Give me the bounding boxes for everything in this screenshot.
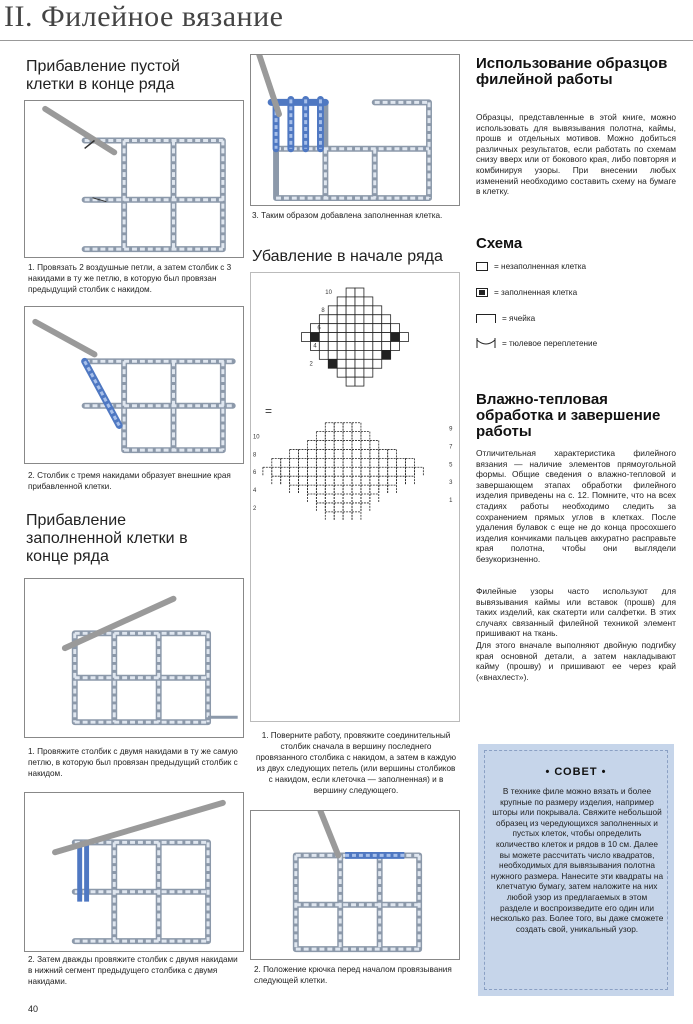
mesh-chart-cell [406,458,415,467]
mesh-chart-cell [325,441,334,450]
mesh-chart-cell [316,476,325,485]
chart-cell-empty [302,333,311,342]
chart-cell-empty [346,315,355,324]
mesh-chart-cell [370,476,379,485]
mesh-chart-cell [325,423,334,432]
mesh-chart-row-label: 6 [252,470,257,477]
mesh-chart-cell [352,476,361,485]
chart-cell-empty [364,368,373,377]
mesh-chart-cell [316,432,325,441]
chart-cell-empty [355,315,364,324]
chart-cell-empty [373,333,382,342]
chart-cell-filled [391,333,400,342]
chart-cell-empty [373,306,382,315]
mesh-chart-cell [334,485,343,494]
chart-cell-empty [328,341,337,350]
mesh-chart-cell [334,423,343,432]
chart-cell-empty [337,306,346,315]
text-finishing-1: Отличительная характеристика филейного вязания — наличие элементов прямоугольной формы. Общие сведения о влажно-тепловой и завершающем этапах обработки филейного изделия приведены на с. 12. Помните, что на всех стадиях работы необходимо следить за сохранением прямых углов в клетках. После удаления булавок с еще не до конца просохшего изделия кончиками пальцев аккуратно расправьте края полотна, чтобы они выглядели безукоризненно. [476,448,676,564]
chart-cell-empty [355,341,364,350]
chart-cell-empty [346,377,355,386]
chart-cell-empty [364,359,373,368]
crochet-illustration [251,55,459,205]
mesh-chart-row-label: 1 [449,497,453,504]
mesh-chart-cell [299,476,308,485]
empty-cell-icon [476,262,488,271]
chart-cell-empty [328,324,337,333]
chart-cell-empty [337,333,346,342]
mesh-chart-cell [361,494,370,503]
chart-cell-empty [346,306,355,315]
chart-cell-empty [373,315,382,324]
chart-cell-empty [328,315,337,324]
mesh-chart-cell [299,458,308,467]
mesh-chart-cell [406,476,415,485]
text-finishing-2: Филейные узоры часто используют для вывязывания каймы или вставок (прошв) для таких изделий, как скатерти или салфетки. В этих случаях связанный филейной техникой элемент пришивают на ткань. [476,586,676,639]
chart-cell-empty [355,324,364,333]
chart-cell-empty [346,368,355,377]
lacet-icon [476,338,496,348]
figure-decrease-2 [250,810,460,960]
legend-empty-label: = незаполненная клетка [494,262,587,271]
mesh-chart-cell [361,485,370,494]
chart-cell-empty [364,324,373,333]
chart-cell-empty [346,288,355,297]
mesh-chart-cell [397,476,406,485]
tip-text: В технике филе можно вязать и более крупные по размеру изделия, например шторы или покрывала. Свяжите небольшой образец из чередующихся заполненных и пустых клеток, чтобы определить количество клеток и рядов в 10 см. Далее вы можете рассчитать число квадратов, необходимых для вывязывания полотна нужного размера. Нанесите эти квадраты на клетчатую бумагу, затем наложите на них любой узор из предлагаемых в этом разделе и воспроизведите его один или несколько раз. Более того, вы даже сможете создать свой, уникальный узор. [490,786,664,934]
mesh-chart-cell [316,441,325,450]
mesh-chart-cell [316,503,325,512]
mesh-chart-cell [388,485,397,494]
mesh-chart-cell [352,503,361,512]
mesh-chart-cell [370,494,379,503]
chart-cell-empty [364,297,373,306]
chart-cell-empty [364,350,373,359]
caption-decrease-2: 2. Положение крючка перед началом провязывания следующей клетки. [254,965,452,985]
figure-add-empty-2 [24,306,244,464]
mesh-chart-cell [325,512,334,521]
mesh-chart-cell [379,449,388,458]
mesh-chart-cell [370,449,379,458]
chart-cell-empty [355,368,364,377]
mesh-chart-cell [379,467,388,476]
mesh-chart-row-label: 10 [252,434,260,441]
mesh-chart-cell [361,467,370,476]
chart-cell-empty [337,297,346,306]
chart-cell-empty [391,324,400,333]
mesh-chart-row-label: 5 [449,462,453,469]
mesh-chart-cell [334,512,343,521]
decrease-chart-svg [251,273,459,721]
chart-row-label: 2 [309,361,313,368]
title-divider [0,40,693,41]
caption-add-empty-1: 1. Провязать 2 воздушные петли, а затем столбик с 3 накидами в ту же петлю, в которую был провязан предыдущий столбик с накидом. [28,263,232,294]
mesh-chart-cell [352,441,361,450]
mesh-chart-cell [272,458,281,467]
mesh-chart-cell [307,449,316,458]
page-number: 40 [28,1004,39,1014]
mesh-chart-cell [361,458,370,467]
page-title: II. Филейное вязание [4,0,284,33]
chart-row-label: 6 [317,325,321,332]
chart-cell-filled [382,350,391,359]
chart-cell-empty [373,324,382,333]
mesh-chart-cell [334,432,343,441]
mesh-chart-cell [325,494,334,503]
mesh-chart-cell [397,467,406,476]
mesh-chart-cell [414,467,423,476]
mesh-chart-cell [343,467,352,476]
mesh-chart-cell [325,458,334,467]
mesh-chart-cell [343,441,352,450]
mesh-chart-cell [343,503,352,512]
chart-cell-empty [355,306,364,315]
mesh-chart-cell [325,485,334,494]
tip-box [478,744,674,996]
chart-cell-empty [337,359,346,368]
mesh-chart-cell [352,432,361,441]
mesh-chart-cell [361,476,370,485]
mesh-chart-cell [334,458,343,467]
caption-add-empty-2: 2. Столбик с тремя накидами образует внешние края прибавленной клетки. [28,471,231,491]
mesh-chart-cell [299,467,308,476]
mesh-chart-row-label: 4 [252,488,257,495]
chart-cell-empty [319,333,328,342]
mesh-chart-cell [379,476,388,485]
chart-cell-empty [337,368,346,377]
mesh-chart-cell [352,494,361,503]
mesh-chart-cell [352,458,361,467]
mesh-chart-cell [352,485,361,494]
mesh-chart-cell [325,467,334,476]
mesh-chart-cell [290,467,299,476]
mesh-chart-cell [388,449,397,458]
chart-cell-empty [346,297,355,306]
mesh-chart-cell [290,485,299,494]
mesh-chart-cell [307,485,316,494]
chart-row-label: 4 [313,343,317,350]
chart-cell-empty [364,333,373,342]
chart-cell-empty [337,324,346,333]
section-heading-add-filled: Прибавление заполненной клетки в конце ряда [26,512,188,565]
crochet-illustration [25,101,243,257]
mesh-chart-cell [334,503,343,512]
mesh-chart-cell [281,467,290,476]
chart-cell-empty [355,333,364,342]
crochet-illustration [25,307,243,463]
mesh-chart-cell [325,449,334,458]
legend-filled-label: = заполненная клетка [494,288,578,297]
chart-cell-filled [328,359,337,368]
chart-cell-empty [355,350,364,359]
mesh-chart-cell [316,467,325,476]
heading-scheme: Схема [476,235,523,252]
mesh-chart-cell [379,458,388,467]
text-usage: Образцы, представленные в этой книге, можно использовать для вывязывания полотна, каймы, прошв и отдельных мотивов. Можно добиться различных результатов, если работать по схемам снизу вверх или от бокового края, либо повторяя и комбинируя узоры. При внесении любых изменений необходимо составить схему на бумаге в клетку. [476,112,676,197]
mesh-chart-cell [316,449,325,458]
mesh-chart-cell [307,494,316,503]
chart-cell-empty [328,350,337,359]
chart-cell-empty [355,359,364,368]
chart-cell-empty [337,341,346,350]
mesh-chart-cell [343,512,352,521]
chart-cell-empty [382,315,391,324]
tip-title: • СОВЕТ • [545,766,607,778]
mesh-chart-cell [325,503,334,512]
mesh-chart-cell [316,494,325,503]
caption-add-filled-2: 2. Затем дважды провяжите столбик с двумя накидами в нижний сегмент предыдущего столбика с двумя накидами. [28,955,238,986]
caption-add-filled-1: 1. Провяжите столбик с двумя накидами в ту же самую петлю, в которую был провязан предыдущий столбик с накидом. [28,747,238,778]
chart-row-label: 10 [325,289,332,296]
mesh-chart-row-label: 8 [252,452,257,459]
mesh-chart-cell [388,467,397,476]
figure-add-filled-2 [24,792,244,952]
crochet-illustration [251,811,459,959]
filled-cell-icon [476,288,488,297]
chart-cell-empty [373,350,382,359]
chart-cell-empty [400,333,409,342]
mesh-chart-cell [334,476,343,485]
chart-cell-empty [319,315,328,324]
chart-cell-empty [346,341,355,350]
mesh-chart-cell [352,467,361,476]
mesh-chart-row-label: 7 [449,444,453,451]
mesh-chart-cell [325,476,334,485]
mesh-chart-cell [343,432,352,441]
mesh-chart-cell [370,467,379,476]
mesh-chart-cell [361,441,370,450]
chart-cell-filled [310,333,319,342]
mesh-chart-cell [370,441,379,450]
caption-decrease-1: 1. Поверните работу, провяжите соединительный столбик сначала в вершину последнего провязанного столбика с накидом, а затем в каждую из двух следующих петель (или вершины столбиков с накидом, если клеточка — заполненная) и в вершину следующего. [255,731,457,795]
mesh-chart-cell [281,458,290,467]
chart-cell-empty [391,341,400,350]
mesh-chart-cell [307,476,316,485]
mesh-chart-cell [299,449,308,458]
mesh-chart-cell [263,467,272,476]
chart-cell-empty [382,333,391,342]
chart-cell-empty [382,341,391,350]
mesh-chart-cell [406,467,415,476]
chart-cell-empty [355,288,364,297]
chart-cell-empty [346,350,355,359]
mesh-chart-cell [272,476,281,485]
legend-lacet-label: = тюлевое переплетение [502,338,598,348]
chart-cell-empty [346,324,355,333]
legend-filled-cell [476,288,577,297]
chart-cell-empty [337,315,346,324]
mesh-chart-cell [388,476,397,485]
mesh-chart-row-label: 3 [449,480,453,487]
legend-empty-cell [476,262,586,271]
mesh-chart-cell [307,441,316,450]
mesh-icon [476,314,496,323]
mesh-chart-cell [290,458,299,467]
chart-cell-empty [328,333,337,342]
mesh-chart-cell [361,432,370,441]
mesh-chart-row-label: 9 [449,426,453,433]
chart-cell-empty [346,333,355,342]
chart-cell-empty [364,341,373,350]
chart-cell-empty [373,341,382,350]
mesh-chart-cell [307,458,316,467]
mesh-chart-cell [334,467,343,476]
mesh-chart-cell [334,449,343,458]
mesh-chart-cell [361,503,370,512]
chart-cell-empty [382,324,391,333]
chart-cell-empty [373,359,382,368]
section-heading-decrease: Убавление в начале ряда [252,248,443,265]
mesh-chart-cell [352,423,361,432]
mesh-chart-cell [343,476,352,485]
mesh-chart-cell [343,449,352,458]
chart-cell-empty [319,350,328,359]
mesh-chart-cell [379,485,388,494]
chart-row-label: 8 [321,307,325,314]
mesh-chart-cell [325,432,334,441]
mesh-chart-cell [272,467,281,476]
mesh-chart-cell [361,449,370,458]
mesh-chart-cell [343,458,352,467]
chart-cell-empty [364,315,373,324]
legend-mesh-label: = ячейка [502,314,536,323]
legend-mesh [476,314,535,323]
mesh-chart-cell [316,485,325,494]
chart-cell-empty [364,306,373,315]
mesh-chart-cell [316,458,325,467]
chart-cell-empty [328,306,337,315]
chart-equals-sign: = [265,404,273,418]
text-finishing-3: Для этого вначале выполняют двойную подгибку края основной детали, а затем накладывают кайму (прошву) и пришивают ее через край («внахлест»). [476,640,676,682]
mesh-chart-cell [281,476,290,485]
mesh-chart-row-label: 2 [252,505,257,512]
mesh-chart-cell [370,458,379,467]
mesh-chart-cell [343,423,352,432]
mesh-chart-cell [370,485,379,494]
mesh-chart-cell [343,485,352,494]
figure-add-filled-3 [250,54,460,206]
mesh-chart-cell [352,512,361,521]
chart-cell-empty [355,377,364,386]
decrease-chart-figure [250,272,460,722]
chart-cell-empty [355,297,364,306]
mesh-chart-cell [299,485,308,494]
heading-usage: Использование образцов филейной работы [476,55,668,88]
mesh-chart-cell [388,458,397,467]
legend-lacet [476,338,597,348]
mesh-chart-cell [290,476,299,485]
chart-cell-empty [346,359,355,368]
mesh-chart-cell [343,494,352,503]
mesh-chart-cell [352,449,361,458]
caption-add-filled-3: 3. Таким образом добавлена заполненная клетка. [252,211,443,220]
crochet-illustration [25,793,243,951]
mesh-chart-cell [307,467,316,476]
chart-cell-empty [337,350,346,359]
crochet-illustration [25,579,243,737]
section-heading-add-empty: Прибавление пустой клетки в конце ряда [26,58,180,93]
heading-finishing: Влажно-тепловая обработка и завершение работы [476,391,661,440]
mesh-chart-cell [290,449,299,458]
figure-add-filled-1 [24,578,244,738]
chart-cell-empty [319,341,328,350]
mesh-chart-cell [334,494,343,503]
figure-add-empty-1 [24,100,244,258]
mesh-chart-cell [397,458,406,467]
mesh-chart-cell [334,441,343,450]
